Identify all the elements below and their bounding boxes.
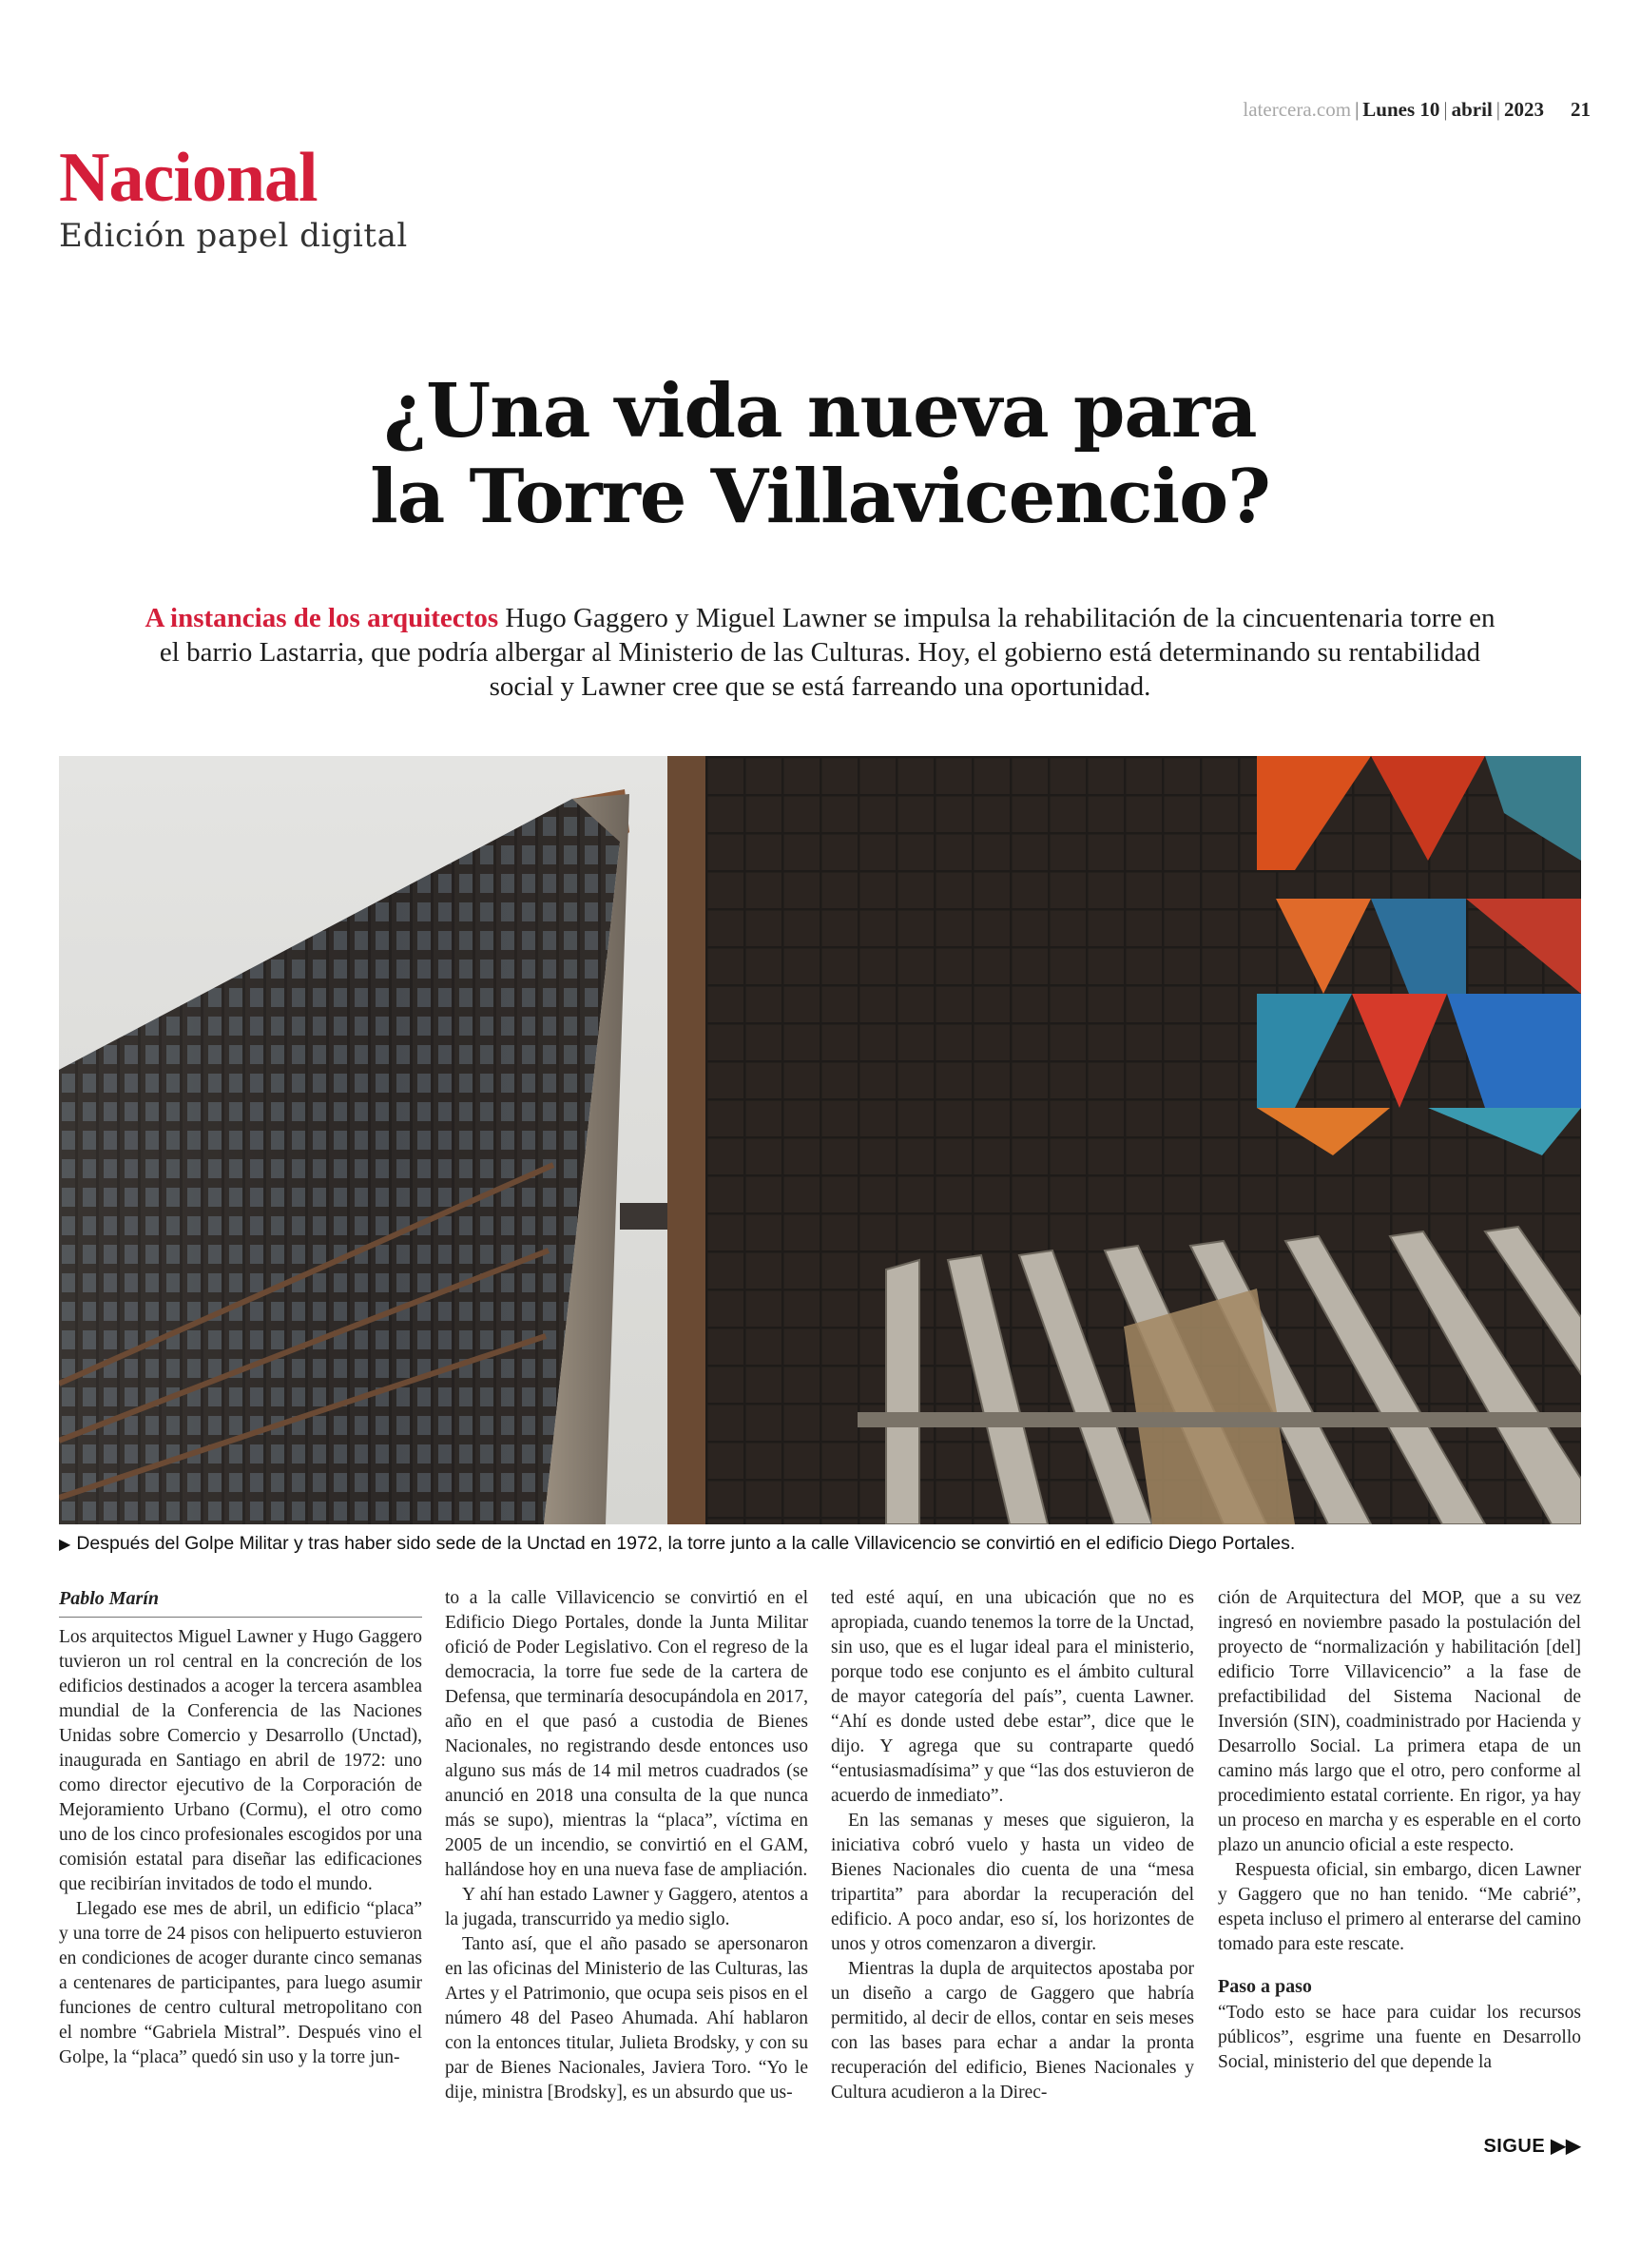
article-column-2 bbox=[445, 1586, 808, 2105]
paragraph: En las semanas y meses que siguieron, la iniciativa cobró vuelo y hasta un video de Bienes Nacionales dio cuenta de una “mesa tripartita” para abordar la recuperación del edificio. A poco andar, eso sí, los horizontes de unos y otros comenzaron a divergir. bbox=[831, 1811, 1194, 1954]
section-title: Nacional bbox=[59, 139, 318, 217]
paragraph: Respuesta oficial, sin embargo, dicen Lawner y Gaggero que no han tenido. “Me cabrié”, espeta incluso el primero al enterarse del camino tomado para este rescate. bbox=[1218, 1860, 1581, 1954]
article-subhead: Paso a paso bbox=[1218, 1976, 1312, 1997]
article-headline bbox=[0, 369, 1640, 540]
article-column-3 bbox=[831, 1586, 1194, 2105]
photo-caption bbox=[59, 1533, 1581, 1555]
paragraph: Tanto así, que el año pasado se apersonaron en las oficinas del Ministerio de las Culturas, las Artes y el Patrimonio, que ocupa seis pisos en el número 48 del Paseo Ahumada. Ahí hablaron con la entonces titular, Julieta Brodsky, y con su par de Bienes Nacionales, Javiera Toro. “Yo le dije, ministra [Brodsky], es un absurdo que us- bbox=[445, 1934, 808, 2103]
lede-text: Hugo Gaggero y Miguel Lawner se impulsa la rehabilitación de la cincuentenaria torre en el barrio Lastarria, que podría albergar al Ministerio de las Culturas. Hoy, el gobierno está determinando su rentabilidad social y Lawner cree que se está farreando una oportunidad. bbox=[159, 603, 1495, 702]
paragraph: ted esté aquí, en una ubicación que no es apropiada, cuando tenemos la torre de la Unctad, sin uso, que es el lugar ideal para el ministerio, porque todo ese conjunto es el ámbito cultural de mayor categoría del país”, cuenta Lawner. “Ahí es donde usted debe estar”, dice que le dijo. Y agrega que su contraparte quedó “entusiasmadísima” y que “las dos estuvieron de acuerdo de inmediato”. bbox=[831, 1588, 1194, 1806]
byline: Pablo Marín bbox=[59, 1586, 422, 1618]
paragraph: Y ahí han estado Lawner y Gaggero, atentos a la jugada, transcurrido ya medio siglo. bbox=[445, 1885, 808, 1929]
section-subtitle: Edición papel digital bbox=[59, 217, 408, 255]
headline-line-2: la Torre Villavicencio? bbox=[370, 454, 1270, 540]
paragraph: Los arquitectos Miguel Lawner y Hugo Gaggero tuvieron un rol central en la concreción de los edificios destinados a acoger la tercera asamblea mundial de la Conferencia de las Naciones Unidas sobre Comercio y Desarrollo (Unctad), inaugurada en Santiago en abril de 1972: uno como director ejecutivo de la Corporación de Mejoramiento Urbano (Cormu), el otro como uno de los cinco profesionales escogidos por una comisión estatal para diseñar las edificaciones que recibirían invitados de todo el mundo. bbox=[59, 1627, 422, 1894]
issue-day: Lunes 10 bbox=[1362, 98, 1440, 121]
page-number: 21 bbox=[1571, 98, 1591, 121]
caption-text: Después del Golpe Militar y tras haber sido sede de la Unctad en 1972, la torre junto a la calle Villavicencio se convirtió en el edificio Diego Portales. bbox=[76, 1533, 1296, 1554]
paragraph: to a la calle Villavicencio se convirtió en el Edificio Diego Portales, donde la Junta Militar ofició de Poder Legislativo. Con el regreso de la democracia, la torre fue sede de la cartera de Defensa, que terminaría desocupándola en 2017, año en el que pasó a custodia de Bienes Nacionales, no registrando desde entonces uso alguno sus más de 14 mil metros cuadrados (se anunció en 2018 una consulta de la que nunca más se supo), mientras la “placa”, víctima en 2005 de un incendio, se convirtió en el GAM, hallándose hoy en una nueva fase de ampliación. bbox=[445, 1588, 808, 1880]
tower-photo-illustration bbox=[59, 756, 1581, 1524]
article-column-4 bbox=[1218, 1586, 1581, 2075]
site-name[interactable]: latercera.com bbox=[1243, 98, 1352, 121]
paragraph: Mientras la dupla de arquitectos apostaba por un diseño a cargo de Gaggero que habría permitido, al decir de ellos, contar en seis meses con las bases para echar a andar la pronta recuperación del edificio, Bienes Nacionales y Cultura acudieron a la Direc- bbox=[831, 1959, 1194, 2103]
article-column-1 bbox=[59, 1586, 422, 2070]
headline-line-1: ¿Una vida nueva para bbox=[383, 368, 1257, 455]
paragraph: Llegado ese mes de abril, un edificio “placa” y una torre de 24 pisos con helipuerto estuvieron en condiciones de acoger durante cinco semanas a centenares de participantes, para luego asumir funciones de centro cultural metropolitano con el nombre “Gabriela Mistral”. Después vino el Golpe, la “placa” quedó sin uso y la torre jun- bbox=[59, 1899, 422, 2067]
caption-arrow-icon: ▶ bbox=[59, 1537, 71, 1553]
issue-month: abril bbox=[1451, 98, 1493, 121]
continue-link[interactable]: SIGUE ▶▶ bbox=[1483, 2136, 1581, 2157]
issue-year: 2023 bbox=[1504, 98, 1544, 121]
lede-kicker: A instancias de los arquitectos bbox=[145, 603, 499, 633]
paragraph: ción de Arquitectura del MOP, que a su vez ingresó en noviembre pasado la postulación del proyecto de “normalización y habilitación [del] edificio Torre Villavicencio” a la fase de prefactibilidad del Sistema Nacional de Inversión (SIN), coadministrado por Hacienda y Desarrollo Social. La primera etapa de un camino más largo que el otro, pero conforme al procedimiento estatal corriente. En rigor, ya hay un proceso en marcha y es esperable en el corto plazo un anuncio oficial a este respecto. bbox=[1218, 1588, 1581, 1855]
article-lede bbox=[143, 601, 1497, 704]
masthead: latercera.com | Lunes 10 | abril | 2023 21 bbox=[1243, 98, 1591, 121]
article-photo bbox=[59, 756, 1581, 1524]
paragraph: “Todo esto se hace para cuidar los recursos públicos”, esgrime una fuente en Desarrollo Social, ministerio del que depende la bbox=[1218, 2003, 1581, 2072]
